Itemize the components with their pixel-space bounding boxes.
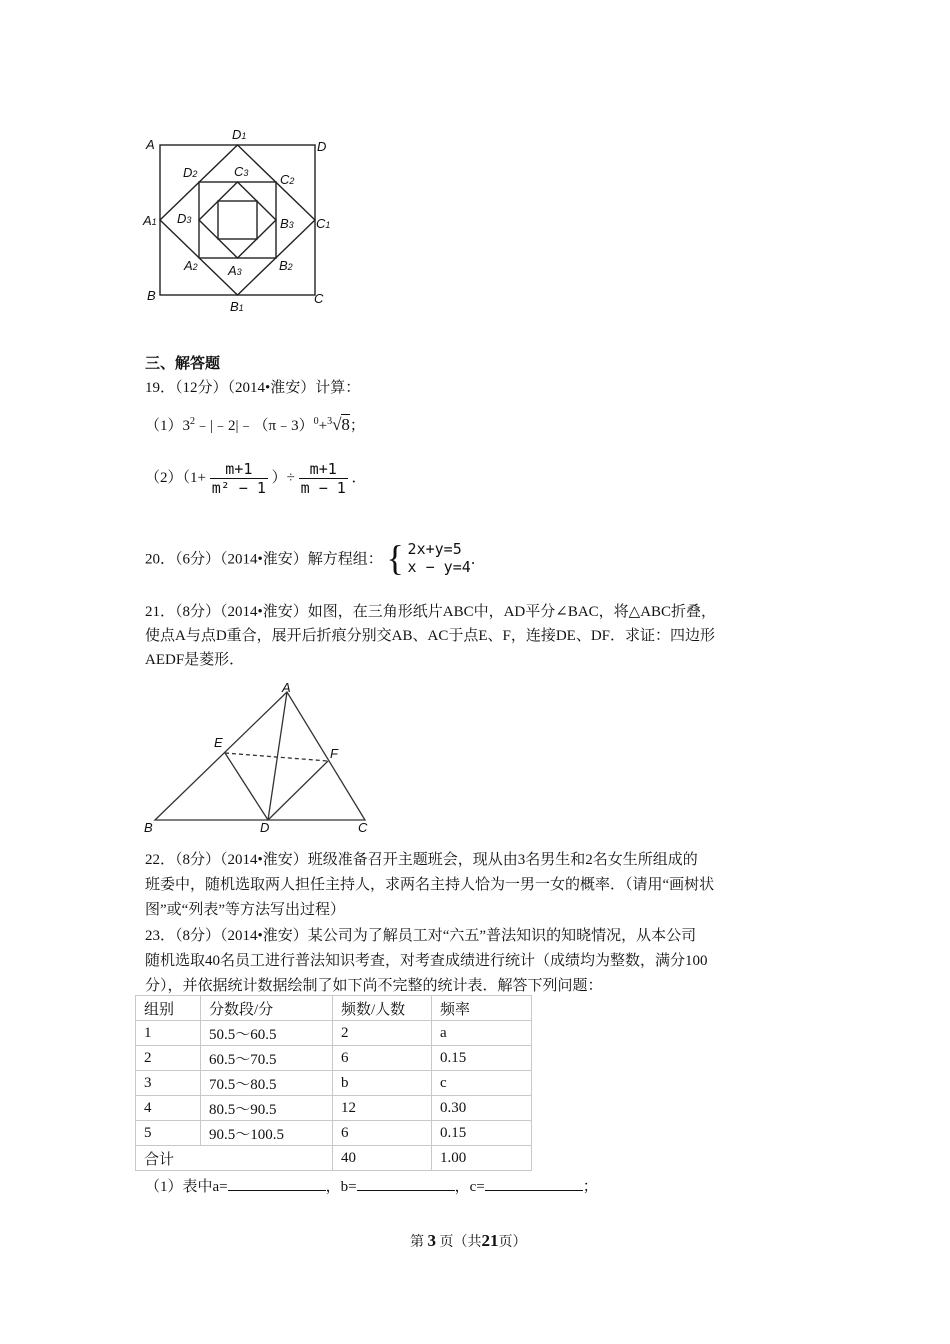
table-cell: b — [333, 1071, 432, 1096]
tri-label-F: F — [330, 746, 338, 761]
table-total-row — [136, 1146, 532, 1171]
table-cell: 70.5～80.5 — [201, 1071, 333, 1096]
label-C1: C1 — [316, 216, 331, 231]
q21-line1: 21．（8分）（2014•淮安）如图，在三角形纸片ABC中，AD平分∠BAC，将△ABC折叠， — [145, 604, 717, 620]
table-cell: 6 — [333, 1121, 432, 1146]
table-row — [136, 1096, 532, 1121]
system-brace: { — [386, 538, 404, 578]
q22-line1: 22．（8分）（2014•淮安）班级准备召开主题班会，现从由3名男生和2名女生所组成的 — [145, 852, 698, 868]
cube-root: √8 — [332, 415, 350, 434]
total-pages: 21 — [481, 1231, 499, 1250]
section-title: 三、解答题 — [145, 356, 221, 372]
figure-nested-squares — [140, 125, 340, 320]
table-header-cell: 组别 — [136, 996, 201, 1021]
table-cell: 0.15 — [432, 1046, 532, 1071]
q19-part1: $(1)3^2﹣|﹣2|﹣(\pi﹣3)^0+^3√8$； — [145, 415, 365, 434]
equation-system: 2x+y=5 x − y=4 — [407, 540, 471, 576]
table-cell: 12 — [333, 1096, 432, 1121]
table-row — [136, 1046, 532, 1071]
table-header-cell: 分数段/分 — [201, 996, 333, 1021]
fraction-2: $\frac{m+1}{m - 1}$ — [300, 460, 346, 497]
table-cell: 合计 — [136, 1146, 333, 1171]
label-D: D — [317, 139, 327, 154]
label-B1: B1 — [230, 299, 244, 314]
table-cell: 6 — [333, 1046, 432, 1071]
table-cell: 40 — [333, 1146, 432, 1171]
label-C2: C2 — [280, 172, 295, 187]
tri-label-C: C — [358, 820, 368, 835]
table-row — [136, 1071, 532, 1096]
table-cell: 0.15 — [432, 1121, 532, 1146]
label-C: C — [314, 291, 324, 306]
table-cell: 80.5～90.5 — [201, 1096, 333, 1121]
label-C3: C3 — [234, 164, 249, 179]
page-footer: 第 3 页（共21页） — [410, 1231, 527, 1250]
table-cell: 50.5～60.5 — [201, 1021, 333, 1046]
q21-line3: AEDF是菱形． — [145, 652, 245, 668]
label-B2: B2 — [279, 258, 293, 273]
tri-label-D: D — [260, 820, 270, 835]
label-A: A — [146, 137, 155, 152]
q23-sub1: （1）表中a= ，b= ，c= ； — [145, 1175, 598, 1196]
label-D1: D1 — [232, 127, 247, 142]
tri-label-E: E — [214, 735, 223, 750]
table-cell: 1.00 — [432, 1146, 532, 1171]
table-header-cell: 频率 — [432, 996, 532, 1021]
table-row — [136, 1021, 532, 1046]
table-cell: 2 — [136, 1046, 201, 1071]
q22-line2: 班委中，随机选取两人担任主持人，求两名主持人恰为一男一女的概率．（请用“画树状 — [145, 877, 715, 893]
table-cell: a — [432, 1021, 532, 1046]
label-D2: D2 — [183, 165, 198, 180]
q19-part2: （2）（1+ $\frac{m+1}{\text{m² − 1}}$ ）÷ $\frac{m+1}{m - 1}$ ． — [145, 460, 367, 497]
table-header-cell: 频数/人数 — [333, 996, 432, 1021]
page-number: 3 — [427, 1231, 436, 1250]
table-row — [136, 1121, 532, 1146]
tri-label-B: B — [144, 820, 153, 835]
q22-line3: 图”或“列表”等方法写出过程） — [145, 902, 345, 918]
q23-line2: 随机选取40名员工进行普法知识考查，对考查成绩进行统计（成绩均为整数，满分100 — [145, 953, 708, 969]
q19-header: 19．（12分）（2014•淮安）计算： — [145, 380, 361, 396]
q23-line3: 分），并依据统计数据绘制了如下尚不完整的统计表．解答下列问题： — [145, 978, 603, 994]
triangle-drawing — [140, 680, 380, 840]
table-cell: 90.5～100.5 — [201, 1121, 333, 1146]
table-cell: 4 — [136, 1096, 201, 1121]
q23-line1: 23．（8分）（2014•淮安）某公司为了解员工对“六五”普法知识的知晓情况，从本公司 — [145, 928, 697, 944]
table-cell: c — [432, 1071, 532, 1096]
label-B3: B3 — [280, 216, 294, 231]
q20: 20．（6分）（2014•淮安）解方程组： { 2x+y=5 x − y=4 ． — [145, 538, 486, 578]
fraction-1: $\frac{m+1}{\text{m² − 1}}$ — [211, 460, 266, 497]
table-cell: 5 — [136, 1121, 201, 1146]
table-cell: 60.5～70.5 — [201, 1046, 333, 1071]
stats-table — [135, 995, 532, 1171]
blank-a[interactable] — [228, 1176, 326, 1191]
q21-line2: 使点A与点D重合，展开后折痕分别交AB、AC于点E、F，连接DE、DF．求证：四边形 — [145, 628, 716, 644]
table-header-row — [136, 996, 532, 1021]
table-cell: 1 — [136, 1021, 201, 1046]
label-D3: D3 — [177, 211, 192, 226]
table-cell: 0.30 — [432, 1096, 532, 1121]
blank-c[interactable] — [485, 1176, 583, 1191]
label-A3: A3 — [228, 263, 242, 278]
table-cell: 3 — [136, 1071, 201, 1096]
label-A2: A2 — [184, 258, 198, 273]
label-B: B — [147, 288, 156, 303]
nested-squares-drawing — [140, 125, 340, 320]
label-A1: A1 — [143, 213, 157, 228]
table-cell: 2 — [333, 1021, 432, 1046]
figure-triangle — [140, 680, 380, 840]
tri-label-A: A — [282, 680, 291, 695]
blank-b[interactable] — [357, 1176, 455, 1191]
